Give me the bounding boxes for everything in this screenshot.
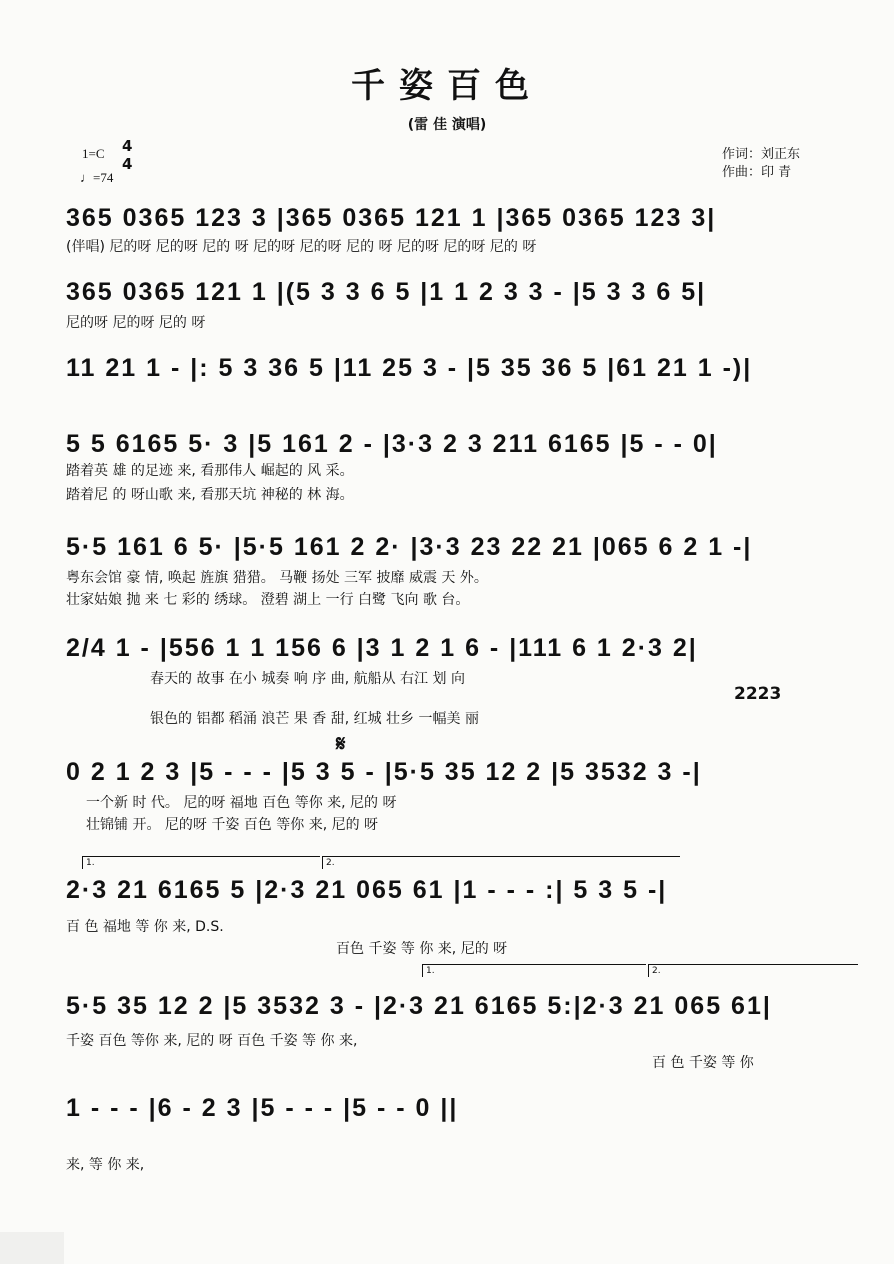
tempo-marking: ♩=74	[80, 170, 114, 185]
staff-row-5	[66, 527, 856, 607]
lyricist: 作词：刘正东	[722, 147, 801, 162]
lyric-line: 粤东会馆 豪 情, 唤起 旌旗 猎猎。 马鞭 扬处 三军 披靡 威震 天 外。	[66, 570, 488, 586]
lyric-line: 壮家姑娘 抛 来 七 彩的 绣球。 澄碧 湖上 一行 白鹭 飞向 歌 台。	[66, 592, 470, 608]
lyric-line: 千姿 百色 等你 来, 尼的 呀 百色 千姿 等 你 来,	[66, 1033, 358, 1049]
lyric-line: 百色 千姿 等 你 来, 尼的 呀	[336, 941, 508, 957]
notes-line: 365 0365 121 1 |(5 3 3 6 5 |1 1 2 3 3 - |5 3 3 6 5|	[66, 278, 707, 306]
staff-row-2	[66, 272, 856, 332]
staff-row-3	[66, 348, 856, 392]
volta-1: 1.	[422, 964, 646, 977]
staff-row-4	[66, 424, 856, 504]
time-signature-bottom: 4	[122, 155, 133, 173]
notes-line: 5·5 161 6 5· |5·5 161 2 2· |3·3 23 22 21 |065 6 2 1 -|	[66, 533, 753, 561]
performer-subtitle: (雷 佳 演唱)	[407, 117, 487, 133]
notes-line: 365 0365 123 3 |365 0365 121 1 |365 0365 123 3|	[66, 204, 717, 232]
alt-notes: 2223	[734, 684, 782, 704]
lyric-line: 银色的 铝都 稻涌 浪芒 果 香 甜, 红城 壮乡 一幅美 丽	[150, 711, 479, 727]
lyric-line: 尼的呀 尼的呀 尼的 呀	[66, 315, 206, 331]
staff-row-1	[66, 198, 856, 258]
lyric-line: 踏着尼 的 呀山歌 来, 看那天坑 神秘的 林 海。	[66, 487, 354, 503]
lyric-line: 百 色 千姿 等 你	[652, 1055, 754, 1071]
lyric-line: 壮锦铺 开。 尼的呀 千姿 百色 等你 来, 尼的 呀	[86, 817, 379, 833]
notes-line: 11 21 1 - |: 5 3 36 5 |11 25 3 - |5 35 36 5 |61 21 1 -)|	[66, 354, 753, 382]
segno-icon: 𝄋	[336, 732, 346, 757]
time-signature	[122, 137, 132, 173]
lyric-line: 一个新 时 代。 尼的呀 福地 百色 等你 来, 尼的 呀	[86, 795, 397, 811]
staff-row-9	[66, 966, 856, 1076]
volta-2: 2.	[648, 964, 858, 977]
tempo-value: =74	[93, 170, 114, 185]
lyric-line: 春天的 故事 在小 城奏 响 序 曲, 航船从 右江 划 向	[150, 671, 465, 687]
key-signature: 1=C	[82, 146, 105, 161]
volta-2: 2.	[322, 856, 680, 869]
lyric-line: 踏着英 雄 的足迹 来, 看那伟人 崛起的 风 采。	[66, 463, 354, 479]
lyric-line: 来, 等 你 来,	[66, 1157, 145, 1173]
staff-row-8	[66, 858, 856, 960]
volta-1: 1.	[82, 856, 320, 869]
song-title: 千姿百色	[351, 66, 543, 106]
staff-row-6	[66, 628, 856, 728]
lyric-line: 百 色 福地 等 你 来, D.S.	[66, 919, 224, 935]
notes-line: 2·3 21 6165 5 |2·3 21 065 61 |1 - - - :| 5 3 5 -|	[66, 876, 668, 904]
credits	[722, 146, 800, 182]
notes-line: 0 2 1 2 3 |5 - - - |5 3 5 - |5·5 35 12 2 |5 3532 3 -|	[66, 758, 702, 786]
scan-artifact	[0, 1232, 64, 1264]
notes-line: 1 - - - |6 - 2 3 |5 - - - |5 - - 0 ||	[66, 1094, 459, 1122]
staff-row-10	[66, 1088, 856, 1173]
notes-line: 2/4 1 - |556 1 1 156 6 |3 1 2 1 6 - |111 6 1 2·3 2|	[66, 634, 698, 662]
composer: 作曲：印 青	[722, 165, 792, 180]
staff-row-7	[66, 732, 856, 833]
notes-line: 5 5 6165 5· 3 |5 161 2 - |3·3 2 3 211 6165 |5 - - 0|	[66, 430, 718, 458]
lyric-line: (伴唱) 尼的呀 尼的呀 尼的 呀 尼的呀 尼的呀 尼的 呀 尼的呀 尼的呀 尼的 呀	[66, 239, 537, 255]
notes-line: 5·5 35 12 2 |5 3532 3 - |2·3 21 6165 5:|2·3 21 065 61|	[66, 992, 772, 1020]
time-signature-top: 4	[122, 137, 133, 155]
